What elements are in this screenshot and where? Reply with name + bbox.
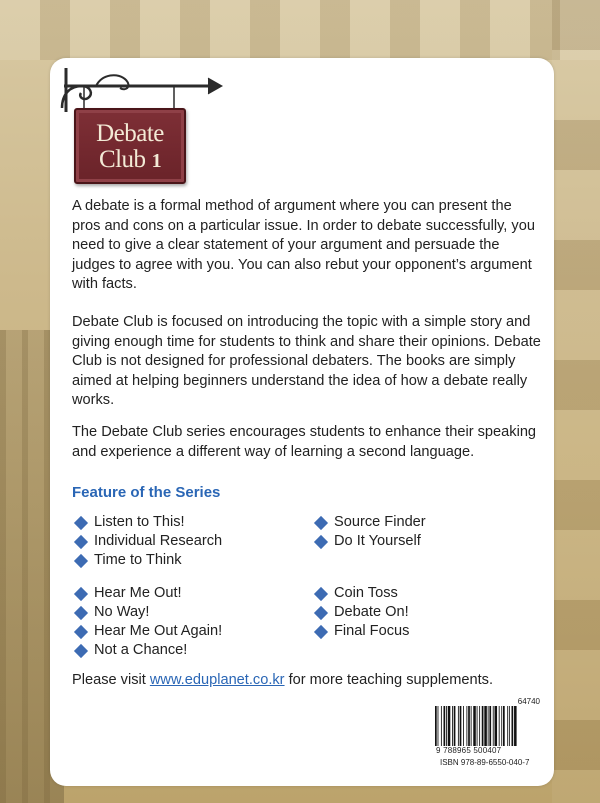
isbn-barcode: [432, 697, 544, 771]
feature-list-group-3: [73, 584, 222, 660]
list-item: [73, 641, 222, 660]
barcode-bars-icon: [434, 706, 542, 746]
feature-label: Individual Research: [94, 533, 223, 549]
background-building-right: [552, 0, 600, 803]
website-link[interactable]: www.eduplanet.co.kr: [149, 672, 285, 688]
list-item: [313, 513, 426, 532]
feature-label: Hear Me Out Again!: [94, 623, 223, 639]
diamond-bullet-icon: [314, 534, 328, 548]
sign-volume-number: 1: [151, 149, 162, 172]
feature-label: Listen to This!: [94, 514, 185, 530]
feature-label: Source Finder: [334, 514, 426, 530]
list-item: [313, 622, 409, 641]
feature-label: Do It Yourself: [334, 533, 421, 549]
list-item: [73, 532, 222, 551]
feature-list-group-4: [313, 584, 409, 641]
feature-list-group-2: [313, 513, 426, 551]
diamond-bullet-icon: [314, 605, 328, 619]
diamond-bullet-icon: [74, 534, 88, 548]
visit-suffix: for more teaching supplements.: [284, 672, 494, 688]
barcode-digits: 9 788965 500407: [436, 746, 502, 755]
diamond-bullet-icon: [314, 515, 328, 529]
isbn-number: ISBN 978-89-6550-040-7: [440, 758, 530, 767]
diamond-bullet-icon: [74, 605, 88, 619]
barcode-price-code: 64740: [517, 697, 540, 706]
feature-label: Debate On!: [334, 604, 409, 620]
feature-label: Hear Me Out!: [94, 585, 182, 601]
diamond-bullet-icon: [74, 624, 88, 638]
list-item: [73, 513, 222, 532]
list-item: [73, 603, 222, 622]
paragraph-intro: A debate is a formal method of argument where you can present the pros and cons on a particular issue. In order to debate successfully, you need to give a clear statement of your argument and persuade the judges to agree with you. You can also rebut your opponent’s argument with facts.: [72, 198, 535, 293]
list-item: [73, 584, 222, 603]
feature-label: Coin Toss: [334, 585, 398, 601]
list-item: [73, 551, 222, 570]
debate-club-sign: [74, 108, 186, 184]
diamond-bullet-icon: [74, 553, 88, 567]
diamond-bullet-icon: [74, 643, 88, 657]
feature-label: Not a Chance!: [94, 642, 188, 658]
paragraph-focus: Debate Club is focused on introducing the topic with a simple story and giving enough time for students to think and share their opinions. Debate Club is not designed for professional debaters. The books are simply aimed at helping beginners understand the idea of how a debate really works.: [72, 314, 541, 409]
feature-label: No Way!: [94, 604, 150, 620]
feature-label: Time to Think: [94, 552, 182, 568]
list-item: [313, 603, 409, 622]
sign-title-club: Club: [98, 145, 146, 173]
diamond-bullet-icon: [74, 586, 88, 600]
paragraph-series: The Debate Club series encourages students to enhance their speaking and experience a different way of learning a second language.: [72, 424, 537, 460]
sign-title-line2: [99, 147, 161, 172]
feature-label: Final Focus: [334, 623, 410, 639]
visit-prefix: Please visit: [72, 672, 150, 688]
diamond-bullet-icon: [314, 586, 328, 600]
background-building-top: [0, 0, 600, 60]
feature-list-group-1: [73, 513, 222, 570]
visit-line: [72, 672, 493, 688]
diamond-bullet-icon: [314, 624, 328, 638]
sign-title-line1: Debate: [96, 119, 164, 147]
diamond-bullet-icon: [74, 515, 88, 529]
list-item: [313, 532, 426, 551]
list-item: [73, 622, 222, 641]
list-item: [313, 584, 409, 603]
features-title: Feature of the Series: [72, 484, 221, 501]
